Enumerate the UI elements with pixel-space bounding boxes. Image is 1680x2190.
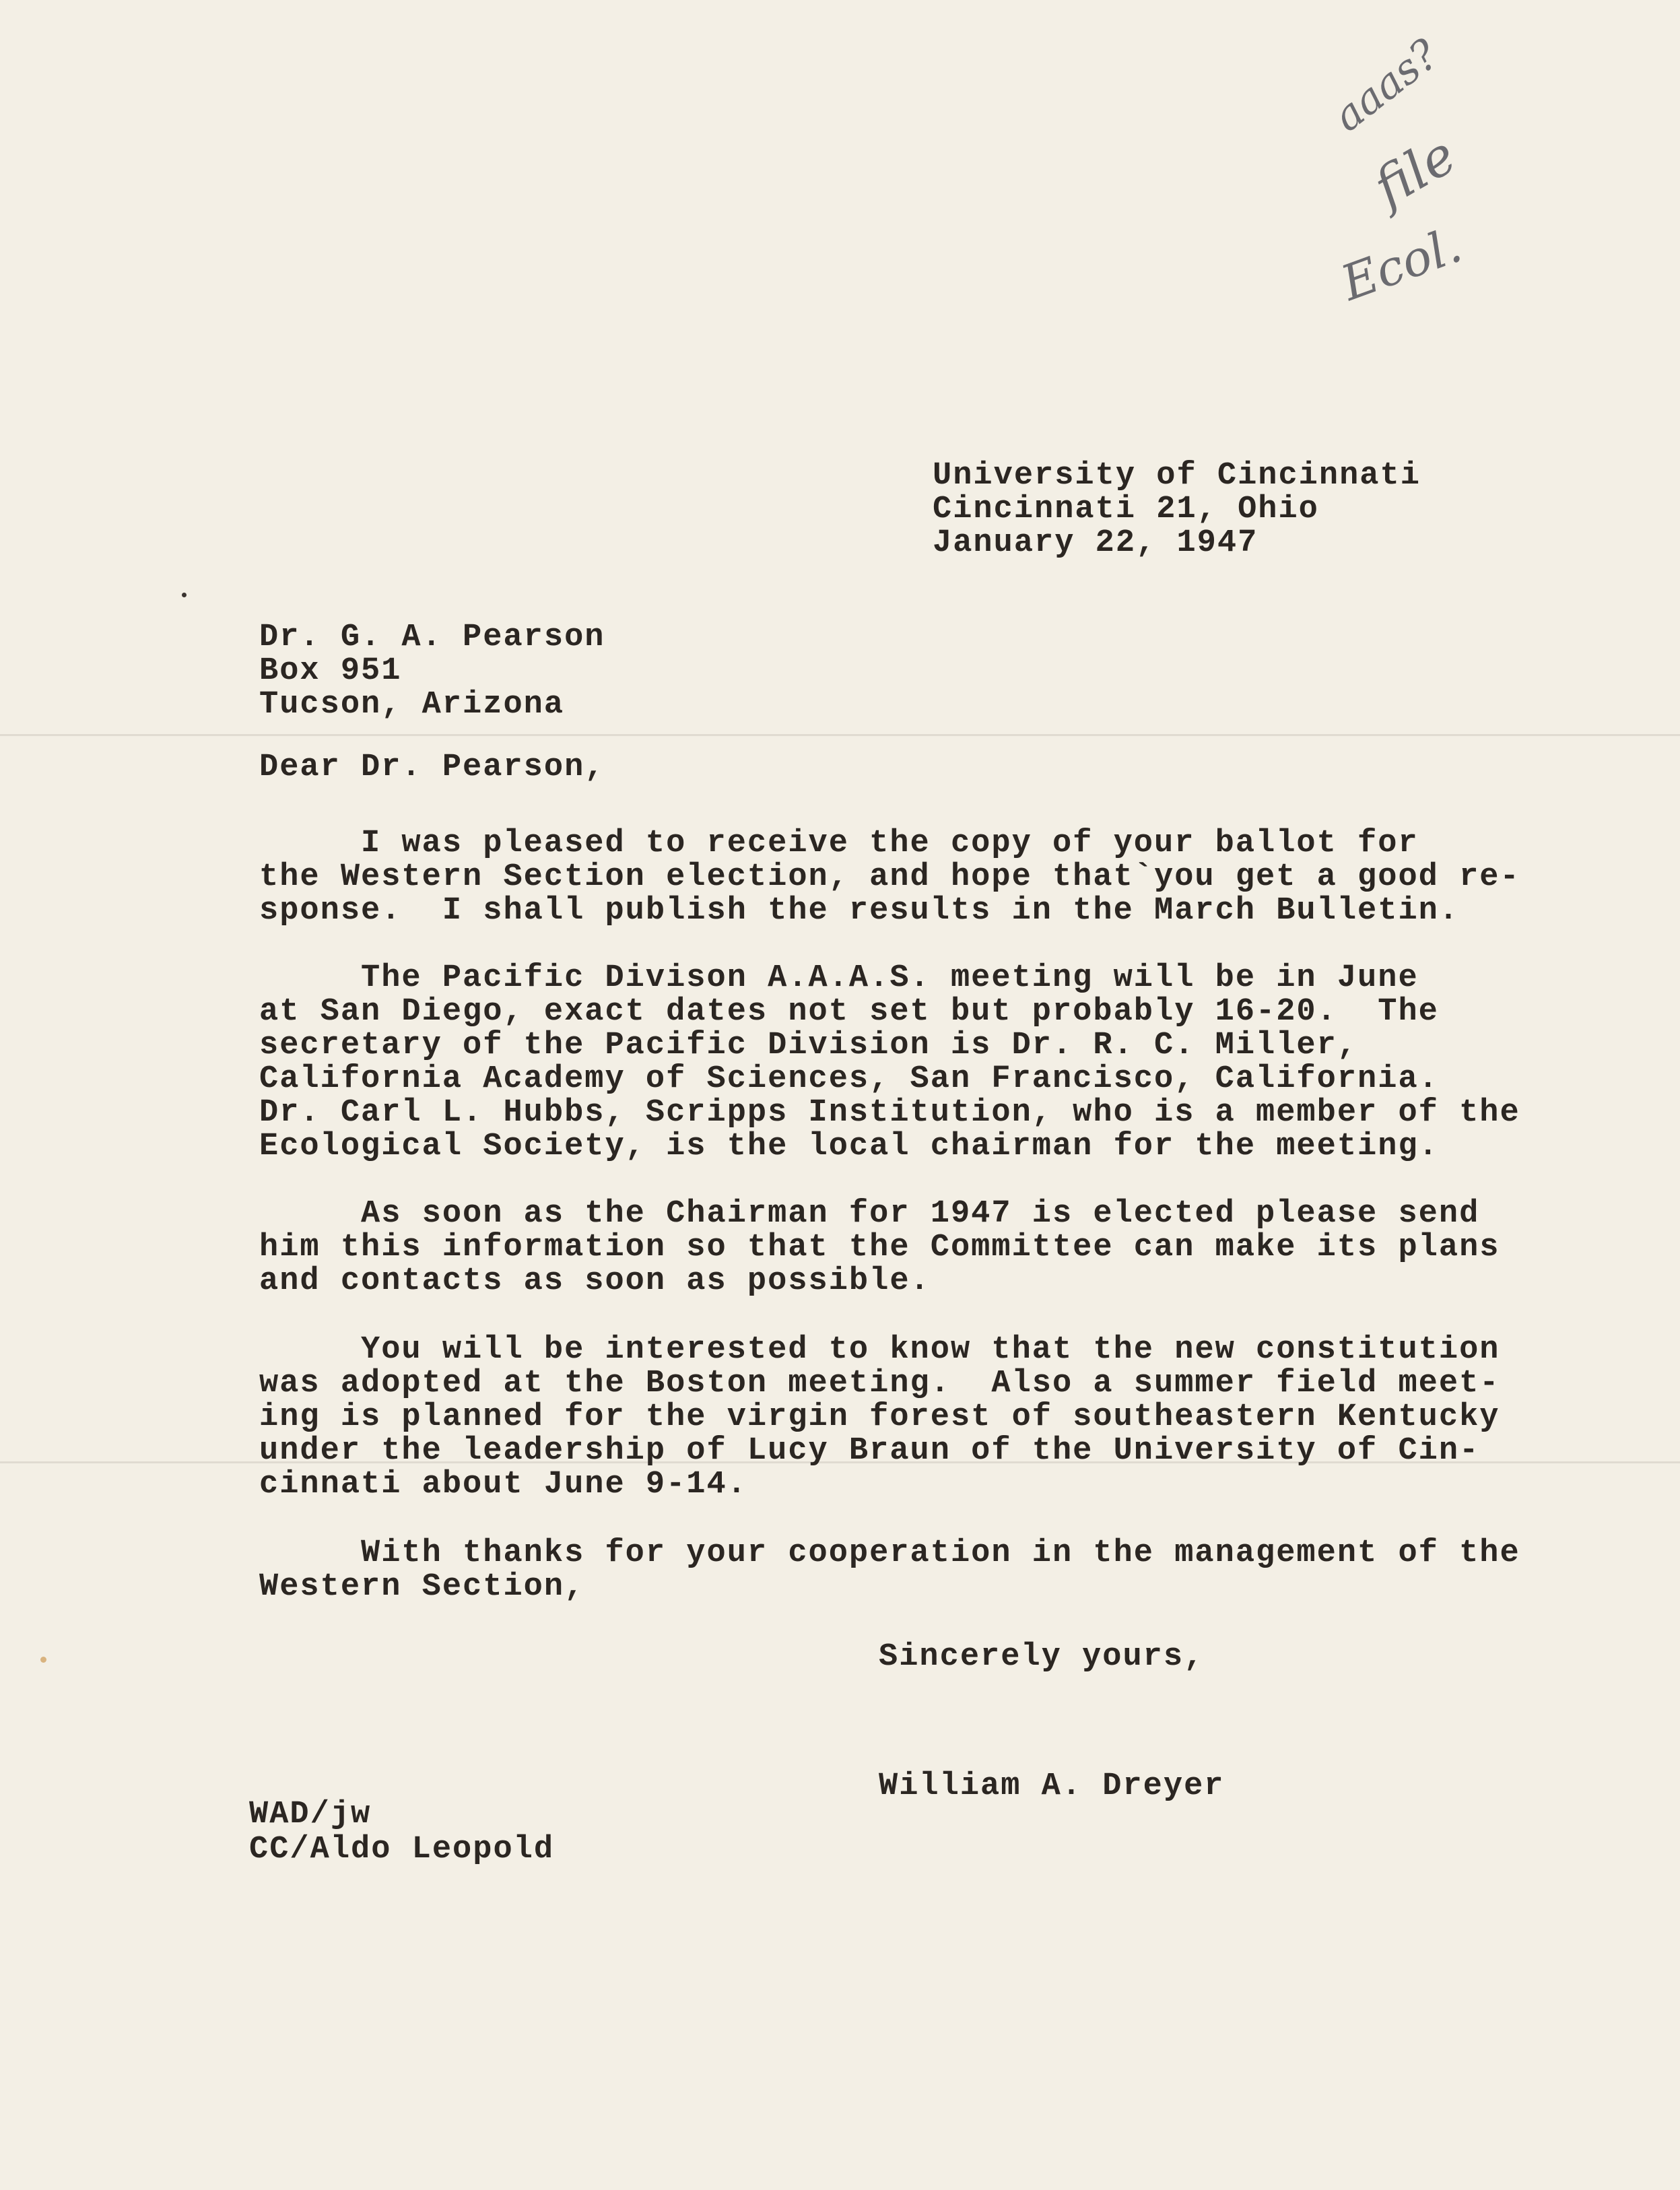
- body-line: was adopted at the Boston meeting. Also a summer field meet-: [259, 1366, 1500, 1401]
- paper-stain: [40, 1657, 46, 1663]
- body-line: As soon as the Chairman for 1947 is elected please send: [259, 1196, 1480, 1232]
- handwritten-note-aaas: aaas?: [1324, 29, 1448, 141]
- recipient-name: Dr. G. A. Pearson: [259, 620, 605, 655]
- stray-ink-mark: [182, 593, 187, 597]
- body-line: under the leadership of Lucy Braun of the University of Cin-: [259, 1433, 1480, 1469]
- body-line: The Pacific Divison A.A.A.S. meeting will be in June: [259, 960, 1419, 996]
- return-address-line: Cincinnati 21, Ohio: [933, 492, 1319, 527]
- recipient-address-line: Tucson, Arizona: [259, 687, 565, 723]
- body-line: California Academy of Sciences, San Francisco, California.: [259, 1061, 1439, 1097]
- body-line: With thanks for your cooperation in the management of the: [259, 1535, 1520, 1571]
- body-line: secretary of the Pacific Division is Dr. R. C. Miller,: [259, 1028, 1358, 1063]
- body-line: Western Section,: [259, 1569, 585, 1605]
- recipient-address-line: Box 951: [259, 653, 402, 689]
- return-address-line: University of Cincinnati: [933, 458, 1421, 494]
- body-line: Dr. Carl L. Hubbs, Scripps Institution, who is a member of the: [259, 1095, 1520, 1131]
- body-line: at San Diego, exact dates not set but probably 16-20. The: [259, 994, 1439, 1030]
- salutation: Dear Dr. Pearson,: [259, 750, 605, 785]
- signature-name: William A. Dreyer: [879, 1768, 1225, 1804]
- handwritten-note-file: file: [1364, 125, 1467, 219]
- body-line: Ecological Society, is the local chairman for the meeting.: [259, 1129, 1439, 1164]
- carbon-copy-line: CC/Aldo Leopold: [249, 1832, 555, 1867]
- body-line: ing is planned for the virgin forest of southeastern Kentucky: [259, 1399, 1500, 1435]
- body-line: You will be interested to know that the new constitution: [259, 1332, 1500, 1368]
- paper-fold-line: [0, 734, 1680, 736]
- body-line: the Western Section election, and hope that`you get a good re-: [259, 859, 1520, 895]
- letter-date: January 22, 1947: [933, 525, 1258, 561]
- body-line: I was pleased to receive the copy of your ballot for: [259, 826, 1419, 861]
- body-line: him this information so that the Committee can make its plans: [259, 1230, 1500, 1265]
- body-line: and contacts as soon as possible.: [259, 1263, 931, 1299]
- body-line: sponse. I shall publish the results in the March Bulletin.: [259, 893, 1460, 929]
- handwritten-note-ecol: Ecol.: [1334, 216, 1469, 312]
- reference-initials: WAD/jw: [249, 1797, 372, 1832]
- body-line: cinnati about June 9-14.: [259, 1467, 747, 1502]
- closing: Sincerely yours,: [879, 1639, 1205, 1675]
